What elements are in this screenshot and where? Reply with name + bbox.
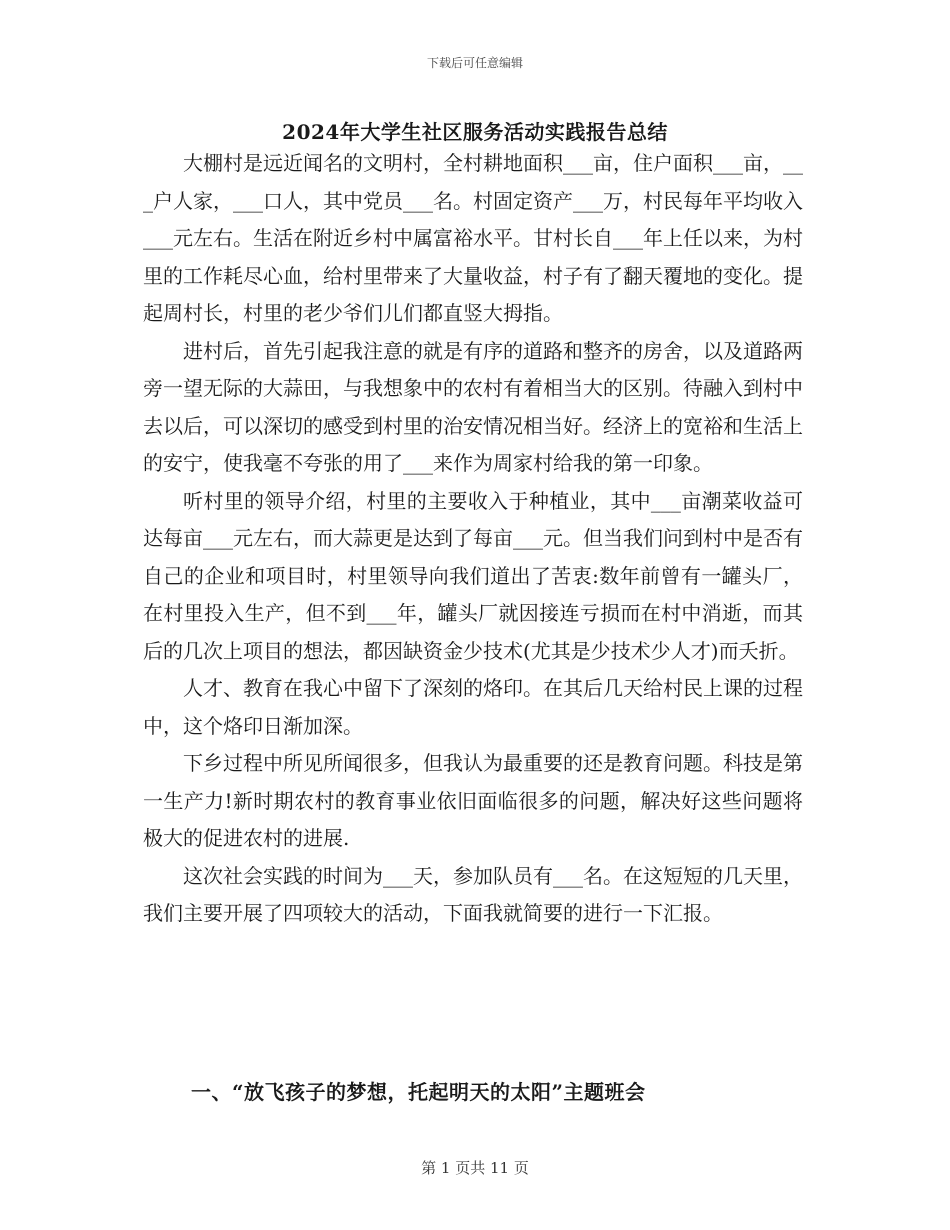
paragraph-3: 听村里的领导介绍，村里的主要收入于种植业，其中___亩潮菜收益可达每亩___元左右，而大蒜更是达到了每亩___元。但当我们问到村中是否有自己的企业和项目时，村里领导向我们道出了苦衷:数年前曾有一罐头厂，在村里投入生产，但不到___年，罐头厂就因接连亏损而在村中消逝，而其后的几次上项目的想法，都因缺资金少技术(尤其是少技术少人才)而夭折。 <box>143 488 803 663</box>
paragraph-6: 这次社会实践的时间为___天，参加队员有___名。在这短短的几天里，我们主要开展了四项较大的活动，下面我就简要的进行一下汇报。 <box>143 863 803 925</box>
paragraph-2: 进村后，首先引起我注意的就是有序的道路和整齐的房舍，以及道路两旁一望无际的大蒜田，与我想象中的农村有着相当大的区别。待融入到村中去以后，可以深切的感受到村里的治安情况相当好。经济上的宽裕和生活上的安宁，使我毫不夸张的用了___来作为周家村给我的第一印象。 <box>143 338 803 475</box>
section-heading: 一、“放飞孩子的梦想，托起明天的太阳”主题班会 <box>191 1080 646 1104</box>
body-text <box>143 145 803 933</box>
paragraph-5: 下乡过程中所见所闻很多，但我认为最重要的还是教育问题。科技是第一生产力!新时期农村的教育事业依旧面临很多的问题，解决好这些问题将极大的促进农村的进展. <box>143 751 803 850</box>
header-note: 下载后可任意编辑 <box>426 56 523 70</box>
page-footer: 第 1 页共 11 页 <box>421 1159 529 1177</box>
paragraph-1: 大棚村是远近闻名的文明村，全村耕地面积___亩，住户面积___亩，___户人家，___口人，其中党员___名。村固定资产___万，村民每年平均收入___元左右。生活在附近乡村中属富裕水平。甘村长自___年上任以来，为村里的工作耗尽心血，给村里带来了大量收益，村子有了翻天覆地的变化。提起周村长，村里的老少爷们儿们都直竖大拇指。 <box>143 151 803 325</box>
document-title: 2024年大学生社区服务活动实践报告总结 <box>282 120 668 144</box>
paragraph-4: 人才、教育在我心中留下了深刻的烙印。在其后几天给村民上课的过程中，这个烙印日渐加深。 <box>143 676 803 738</box>
